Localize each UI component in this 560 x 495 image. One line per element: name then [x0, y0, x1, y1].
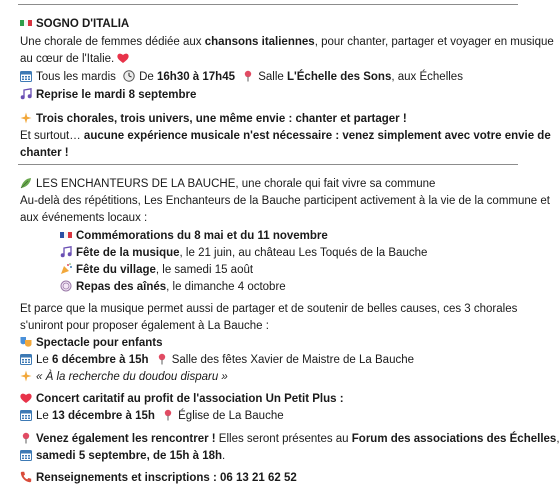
pin-icon — [20, 432, 32, 444]
section2-title-row — [20, 177, 435, 191]
leaf-icon — [20, 177, 32, 189]
sparkles-icon — [20, 370, 32, 382]
spectacle-title-row: « À la recherche du doudou disparu » — [20, 370, 228, 384]
party-popper-icon — [60, 263, 72, 275]
contact-row — [20, 471, 297, 485]
section2-intro-2: aux événements locaux : — [20, 212, 148, 224]
section1-tagline: Trois chorales, trois univers, une même envie : chanter et partager ! — [20, 112, 407, 126]
event-item: Repas des aînés, le dimanche 4 octobre — [60, 280, 286, 294]
section1-desc-1: Une chorale de femmes dédiée aux chansons italiennes, pour chanter, partager et voyager en musique — [20, 36, 554, 48]
forum-row-1: Venez également les rencontrer ! Elles seront présentes au Forum des associations des Échelles, — [20, 432, 560, 446]
section2-title: LES ENCHANTEURS DE LA BAUCHE, une chorale qui fait vivre sa commune — [36, 178, 436, 190]
calendar-icon — [20, 449, 32, 461]
section2-cause-2: s'uniront pour proposer également à La Bauche : — [20, 320, 269, 332]
concert-heading: Concert caritatif au profit de l'association Un Petit Plus : — [20, 392, 344, 406]
plate-icon — [60, 280, 72, 292]
theater-masks-icon — [20, 336, 32, 348]
section1-reprise: Reprise le mardi 8 septembre — [20, 88, 196, 102]
section-divider — [18, 164, 518, 165]
music-notes-icon — [60, 246, 72, 258]
sparkles-icon — [20, 112, 32, 124]
section1-title: SOGNO D'ITALIA — [36, 18, 130, 30]
spectacle-heading: Spectacle pour enfants — [20, 336, 163, 350]
spectacle-date-row: Le 6 décembre à 15h Salle des fêtes Xavier de Maistre de La Bauche — [20, 353, 414, 367]
concert-date-row: Le 13 décembre à 15h Église de La Bauche — [20, 409, 284, 423]
contact-info: Renseignements et inscriptions : 06 13 21 62 52 — [36, 472, 297, 484]
section1-note-2: chanter ! — [20, 147, 69, 159]
section1-schedule: Tous les mardis De 16h30 à 17h45 Salle L'Échelle des Sons, aux Échelles — [20, 70, 463, 84]
clock-icon — [123, 70, 135, 82]
event-item: Fête du village, le samedi 15 août — [60, 263, 253, 277]
pin-icon — [162, 409, 174, 421]
section1-note-1: Et surtout… aucune expérience musicale n'est nécessaire : venez simplement avec votre envie de — [20, 130, 551, 142]
music-note-icon — [20, 88, 32, 100]
top-divider — [18, 4, 518, 5]
forum-row-2: samedi 5 septembre, de 15h à 18h. — [20, 449, 225, 463]
section2-intro-1: Au-delà des répétitions, Les Enchanteurs de la Bauche participent activement à la vie de la commune et — [20, 195, 550, 207]
calendar-icon — [20, 70, 32, 82]
event-item: Fête de la musique, le 21 juin, au château Les Toqués de la Bauche — [60, 246, 427, 260]
heart-icon — [117, 52, 129, 64]
section2-cause-1: Et parce que la musique permet aussi de partager et de soutenir de belles causes, ces 3 chorales — [20, 303, 518, 315]
pin-icon — [242, 70, 254, 82]
france-flag-icon — [60, 229, 72, 241]
heart-icon — [20, 392, 32, 404]
italy-flag-icon — [20, 17, 32, 29]
pin-icon — [156, 353, 168, 365]
calendar-icon — [20, 353, 32, 365]
event-item: Commémorations du 8 mai et du 11 novembre — [60, 229, 328, 243]
phone-icon — [20, 471, 32, 483]
section1-title-row — [20, 17, 129, 31]
calendar-icon — [20, 409, 32, 421]
section1-desc-2: au cœur de l'Italie. — [20, 52, 133, 66]
